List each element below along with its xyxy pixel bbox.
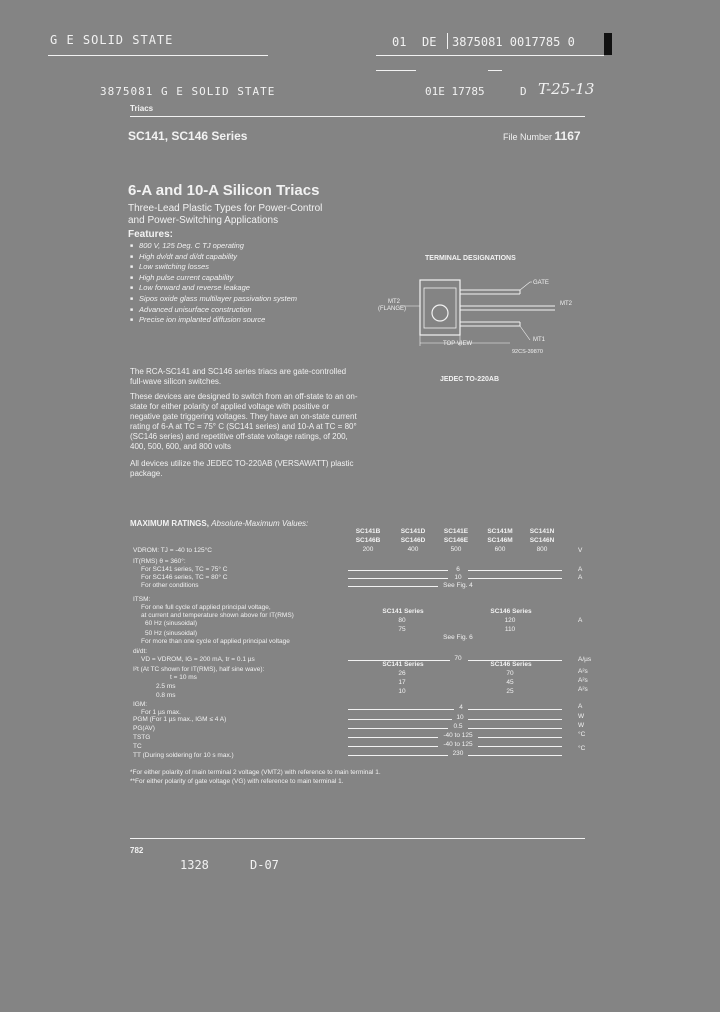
diagram-code: 92CS-39870: [512, 349, 543, 355]
unit-w-2: W: [578, 722, 585, 729]
dash: [348, 570, 448, 571]
val-sc146-current: 10: [454, 574, 462, 581]
dash: [468, 719, 562, 720]
category-rule: [130, 116, 585, 117]
col-m-bottom: SC146M: [487, 537, 513, 544]
col-d-volts: 400: [407, 546, 419, 553]
label-mt2-left: MT2: [388, 299, 400, 305]
val-146-10ms: 70: [506, 670, 514, 677]
col-m-top: SC141M: [487, 528, 513, 535]
label-mt2-right: MT2: [560, 301, 572, 307]
unit-a2s-2: A²s: [578, 677, 588, 684]
header-code-01: 01: [392, 35, 407, 49]
unit-a-per-us: A/µs: [578, 656, 592, 663]
unit-a2s-1: A²s: [578, 668, 588, 675]
unit-a-2: A: [578, 574, 583, 581]
intro-paragraph-3: All devices utilize the JEDEC TO-220AB (VERSAWATT) plastic package.: [130, 459, 354, 478]
val-pgm: 10: [456, 714, 464, 721]
header-number: 3875081 0017785 0: [452, 35, 575, 49]
val-sc141-current: 6: [456, 566, 460, 573]
unit-degc-2: °C: [578, 745, 586, 752]
feature-item: ■ Advanced unisurface construction: [130, 305, 297, 316]
val-igm: 4: [459, 704, 463, 711]
header-dash-1: [376, 70, 416, 71]
file-label: File Number: [503, 132, 553, 142]
package-label: JEDEC TO-220AB: [440, 376, 500, 383]
footnote-2: **For either polarity of gate voltage (VG) with reference to main terminal 1.: [130, 778, 344, 785]
page-number: 782: [130, 846, 144, 855]
col-d-top: SC141D: [400, 528, 426, 535]
header-d: D: [520, 85, 527, 98]
val-141-10ms: 26: [398, 670, 406, 677]
col-n-top: SC141N: [529, 528, 555, 535]
subtitle-line-2: and Power-Switching Applications: [128, 215, 279, 226]
row-t-10ms: t = 10 ms: [170, 674, 197, 681]
dash: [348, 586, 438, 587]
file-number-block: [503, 129, 581, 143]
row-t-2-5ms: 2.5 ms: [156, 683, 176, 690]
row-tstg: TSTG: [133, 734, 151, 741]
dash: [348, 737, 438, 738]
val-146-0-8ms: 25: [506, 688, 514, 695]
label-gate: GATE: [533, 280, 549, 286]
header-divider: [447, 33, 448, 49]
unit-a-4: A: [578, 703, 583, 710]
series-title: SC141, SC146 Series: [128, 129, 248, 143]
header-code-2: 01E 17785: [425, 85, 485, 98]
unit-a-1: A: [578, 566, 583, 573]
dash: [348, 746, 438, 747]
col-m-volts: 600: [494, 546, 506, 553]
val-146-60hz: 120: [504, 617, 516, 624]
val-146-50hz: 110: [504, 626, 516, 633]
row-tc: TC: [133, 743, 142, 750]
series146-label-1: SC146 Series: [490, 608, 532, 615]
header-dash-2: [488, 70, 502, 71]
dash: [348, 709, 454, 710]
ratings-heading: [130, 519, 308, 528]
unit-v: V: [578, 547, 583, 554]
intro-paragraph-2: These devices are designed to switch from an off-state to an on-state for either polarity of applied voltage with positive or negative gate triggering voltages. They have an on-state current rating of 6-A at TC = 75° C (SC141 series) and 10-A at TC = 80° (SC146 series) and repetitive off-state voltage ratings, of 200, 400, 500, 600, and 800 volts: [130, 392, 358, 451]
feature-item: ■ Precise ion implanted diffusion source: [130, 315, 297, 326]
dash: [468, 728, 562, 729]
unit-degc-1: °C: [578, 731, 586, 738]
feature-item: ■ Low forward and reverse leakage: [130, 283, 297, 294]
col-e-volts: 500: [450, 546, 462, 553]
row-pgm: PGM (For 1 µs max., IGM ≤ 4 A): [133, 716, 227, 723]
col-e-bottom: SC146E: [443, 537, 469, 544]
col-b-top: SC141B: [355, 528, 381, 535]
dash: [468, 755, 562, 756]
category-label: Triacs: [130, 104, 154, 113]
feature-item: ■ 800 V, 125 Deg. C TJ operating: [130, 241, 297, 252]
footnote-1: *For either polarity of main terminal 2 voltage (VMT2) with reference to main terminal 1.: [130, 769, 381, 776]
val-146-2-5ms: 45: [506, 679, 514, 686]
row-vdrom: VDROM: TJ = -40 to 125°C: [133, 547, 212, 554]
row-didt-cond: VD = VDROM, IG = 200 mA, tr = 0.1 µs: [141, 656, 255, 663]
val-141-2-5ms: 17: [398, 679, 406, 686]
row-more-cycles: For more than one cycle of applied principal voltage: [141, 638, 290, 645]
col-n-volts: 800: [536, 546, 548, 553]
subtitle-line-1: Three-Lead Plastic Types for Power-Control: [128, 203, 323, 214]
dash: [468, 570, 562, 571]
series141-label-2: SC141 Series: [382, 661, 424, 668]
label-mt1: MT1: [533, 337, 545, 343]
val-141-60hz: 80: [398, 617, 406, 624]
row-itsm: ITSM:: [133, 596, 151, 603]
handwritten-note: T-25-13: [538, 80, 595, 98]
label-flange: (FLANGE): [378, 306, 407, 312]
header-black-bar: [604, 33, 612, 55]
ratings-heading-bold: MAXIMUM RATINGS,: [130, 519, 209, 528]
val-141-0-8ms: 10: [398, 688, 406, 695]
row-itrms: IT(RMS) θ = 360°:: [133, 558, 186, 565]
intro-paragraph-1: The RCA-SC141 and SC146 series triacs are gate-controlled full-wave silicon switches.: [130, 367, 347, 386]
features-heading: Features:: [128, 229, 174, 240]
feature-item: ■ High pulse current capability: [130, 273, 297, 284]
row-sc146: For SC146 series, TC = 80° C: [141, 574, 228, 581]
dash: [478, 746, 562, 747]
header-rule-right: [376, 55, 604, 56]
row-tt: TT (During soldering for 10 s max.): [133, 752, 234, 759]
col-e-top: SC141E: [443, 528, 469, 535]
row-i2t: I²t (At TC shown for IT(RMS), half sine wave):: [133, 666, 265, 673]
row-60hz: 60 Hz (sinusoidal): [145, 620, 198, 627]
unit-w-1: W: [578, 713, 585, 720]
header-rule-left: [48, 55, 268, 56]
row-igm-cond: For 1 µs max.: [141, 709, 181, 716]
dash: [348, 728, 448, 729]
row-itsm-a: For one full cycle of applied principal voltage,: [141, 604, 271, 611]
row-itsm-b: at current and temperature shown above for IT(RMS): [141, 612, 294, 619]
col-n-bottom: SC146N: [529, 537, 555, 544]
row-pgav: PG(AV): [133, 725, 155, 732]
series141-label-1: SC141 Series: [382, 608, 424, 615]
dash: [348, 755, 448, 756]
feature-item: ■ Sipos oxide glass multilayer passivation system: [130, 294, 297, 305]
col-b-bottom: SC146B: [355, 537, 381, 544]
footer-rule: [130, 838, 585, 839]
header-company: G E SOLID STATE: [50, 33, 174, 47]
footer-stamp-2: D-07: [250, 858, 279, 872]
unit-a2s-3: A²s: [578, 686, 588, 693]
val-see-fig-4: See Fig. 4: [443, 582, 473, 589]
val-see-fig-6: See Fig. 6: [443, 634, 473, 641]
feature-item: ■ Low switching losses: [130, 262, 297, 273]
label-top-view: TOP VIEW: [443, 341, 473, 347]
file-number: 1167: [554, 129, 581, 143]
col-b-volts: 200: [362, 546, 374, 553]
row-50hz: 50 Hz (sinusoidal): [145, 630, 198, 637]
main-title: 6-A and 10-A Silicon Triacs: [128, 182, 320, 199]
val-pgav: 0.5: [453, 723, 463, 730]
feature-item: ■ High dv/dt and di/dt capability: [130, 252, 297, 263]
row-didt: di/dt:: [133, 648, 148, 655]
row-other-conditions: For other conditions: [141, 582, 199, 589]
footer-stamp-1: 1328: [180, 858, 209, 872]
header-company-2: 3875081 G E SOLID STATE: [100, 85, 276, 98]
col-d-bottom: SC146D: [400, 537, 426, 544]
unit-a-3: A: [578, 617, 583, 624]
val-tstg: -40 to 125: [443, 732, 473, 739]
dash: [348, 578, 448, 579]
val-tc: -40 to 125: [443, 741, 473, 748]
dash: [468, 709, 562, 710]
row-sc141: For SC141 series, TC = 75° C: [141, 566, 228, 573]
val-tt: 230: [452, 750, 464, 757]
row-igm: IGM:: [133, 701, 148, 708]
series146-label-2: SC146 Series: [490, 661, 532, 668]
val-141-50hz: 75: [398, 626, 406, 633]
header-code-de: DE: [422, 35, 437, 49]
val-didt: 70: [454, 655, 462, 662]
dash: [478, 737, 562, 738]
diagram-title: TERMINAL DESIGNATIONS: [425, 255, 516, 262]
ratings-heading-italic: Absolute-Maximum Values:: [211, 519, 309, 528]
row-t-0-8ms: 0.8 ms: [156, 692, 176, 699]
features-list: [130, 241, 297, 326]
dash: [348, 719, 452, 720]
dash: [468, 578, 562, 579]
